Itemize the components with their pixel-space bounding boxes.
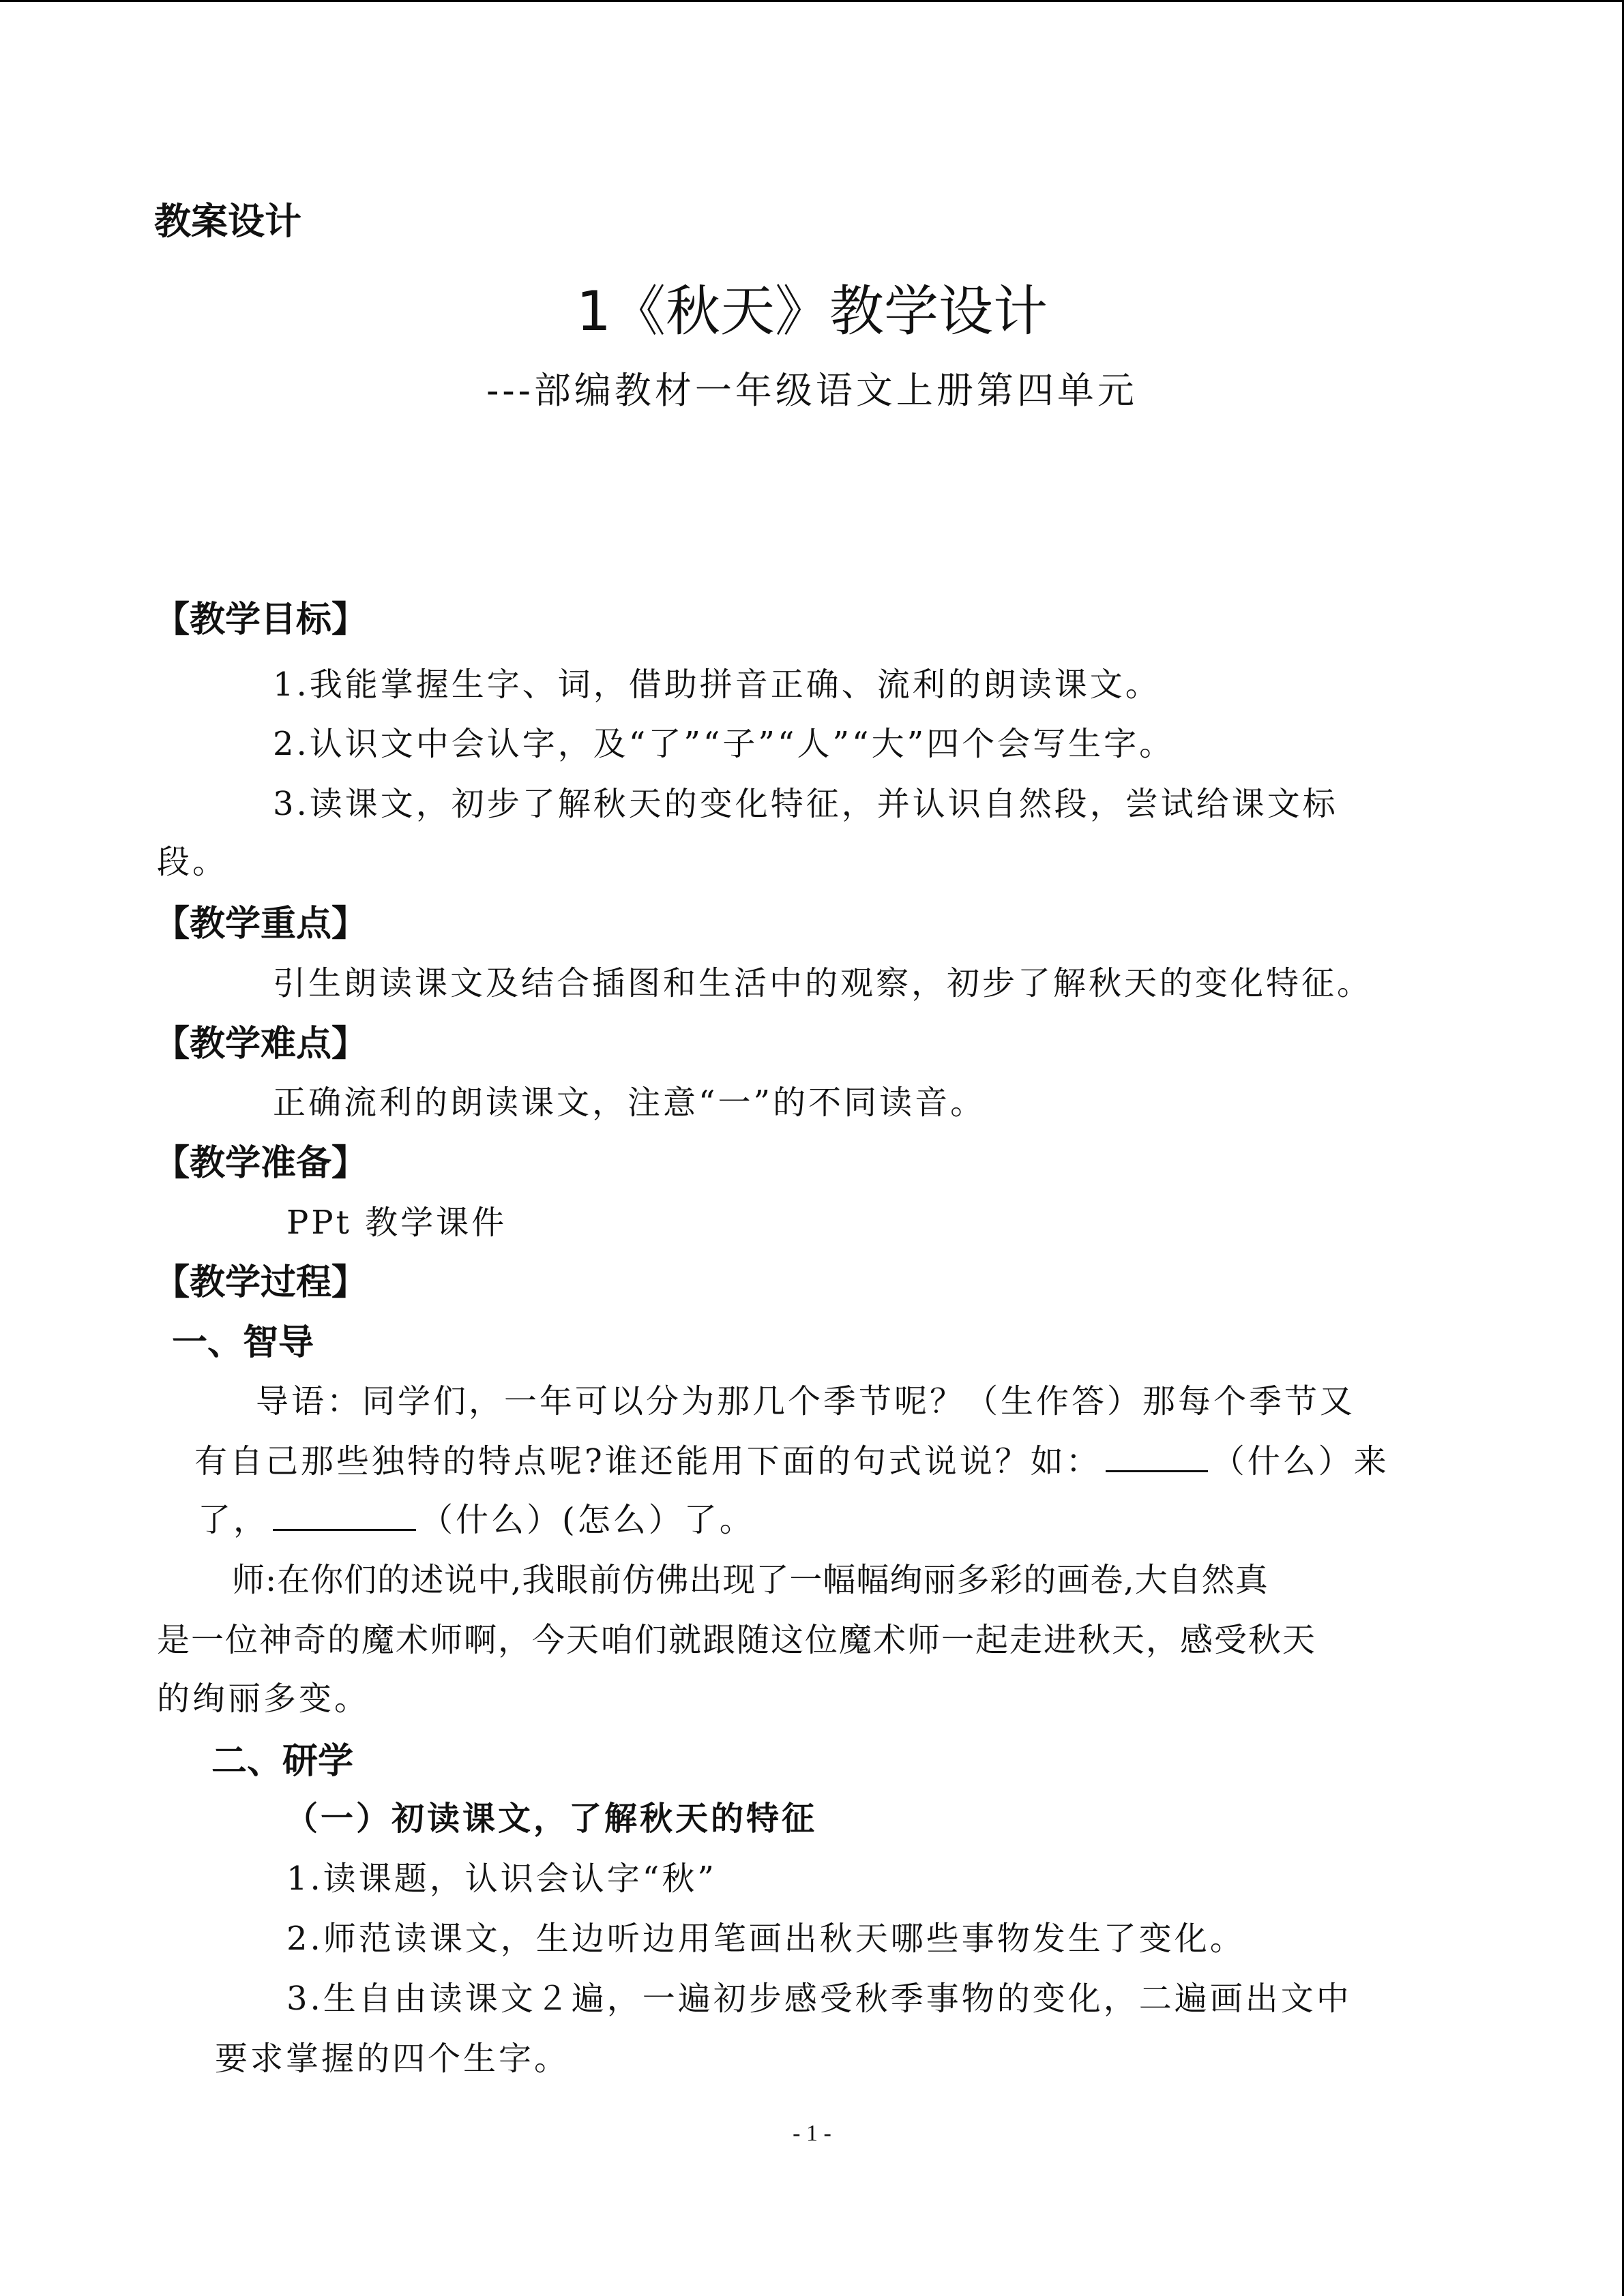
page-top-border bbox=[0, 0, 1624, 2]
difficulties-heading: 【教学难点】 bbox=[154, 1024, 368, 1064]
intro-line-2 bbox=[194, 1435, 1389, 1482]
section-1-title: 一、智导 bbox=[172, 1322, 314, 1363]
objectives-heading: 【教学目标】 bbox=[154, 599, 368, 640]
fill-blank-1 bbox=[1106, 1470, 1208, 1472]
subsection-1-title: （一）初读课文，了解秋天的特征 bbox=[285, 1800, 818, 1838]
fill-blank-2 bbox=[273, 1528, 416, 1531]
difficulties-text: 正确流利的朗读课文，注意“一”的不同读音。 bbox=[273, 1084, 986, 1122]
preparation-text: PPt 教学课件 bbox=[286, 1204, 507, 1242]
page-number: - 1 - bbox=[793, 2121, 831, 2146]
process-heading: 【教学过程】 bbox=[154, 1262, 368, 1303]
intro-line-1: 导语：同学们，一年可以分为那几个季节呢？（生作答）那每个季节又 bbox=[256, 1382, 1356, 1420]
document-title: 1《秋天》教学设计 bbox=[576, 280, 1048, 343]
step-3: 3.生自由读课文２遍，一遍初步感受秋季事物的变化，二遍画出文中 bbox=[286, 1980, 1352, 2018]
intro-line-3 bbox=[198, 1493, 755, 1540]
objective-item-2: 2.认识文中会认字，及“了”“子”“人”“大”四个会写生字。 bbox=[273, 725, 1175, 763]
intro-line-2-suffix: （什么）来 bbox=[1211, 1442, 1389, 1480]
objective-item-1: 1.我能掌握生字、词，借助拼音正确、流利的朗读课文。 bbox=[273, 666, 1161, 704]
preparation-heading: 【教学准备】 bbox=[154, 1143, 368, 1184]
key-points-text: 引生朗读课文及结合插图和生活中的观察，初步了解秋天的变化特征。 bbox=[273, 964, 1373, 1002]
intro-line-2-text: 有自己那些独特的特点呢?谁还能用下面的句式说说？如： bbox=[194, 1442, 1102, 1480]
teacher-line-1: 师:在你们的述说中,我眼前仿佛出现了一幅幅绚丽多彩的画卷,大自然真 bbox=[232, 1561, 1269, 1599]
intro-line-3-suffix: （什么）(怎么）了。 bbox=[420, 1501, 755, 1539]
teacher-line-2: 是一位神奇的魔术师啊，今天咱们就跟随这位魔术师一起走进秋天，感受秋天 bbox=[157, 1621, 1317, 1659]
key-points-heading: 【教学重点】 bbox=[154, 904, 368, 944]
step-3-continued: 要求掌握的四个生字。 bbox=[215, 2040, 570, 2078]
section-2-title: 二、研学 bbox=[211, 1741, 354, 1782]
step-1: 1.读课题，认识会认字“秋” bbox=[286, 1860, 717, 1898]
step-2: 2.师范读课文，生边听边用笔画出秋天哪些事物发生了变化。 bbox=[286, 1920, 1245, 1958]
objective-item-3-continued: 段。 bbox=[157, 843, 228, 881]
document-subtitle: ---部编教材一年级语文上册第四单元 bbox=[486, 369, 1138, 412]
teacher-line-3: 的绚丽多变。 bbox=[157, 1680, 370, 1718]
intro-line-3-text: 了， bbox=[198, 1501, 269, 1539]
document-label: 教案设计 bbox=[154, 200, 301, 243]
objective-item-3: 3.读课文，初步了解秋天的变化特征，并认识自然段，尝试给课文标 bbox=[273, 785, 1338, 823]
